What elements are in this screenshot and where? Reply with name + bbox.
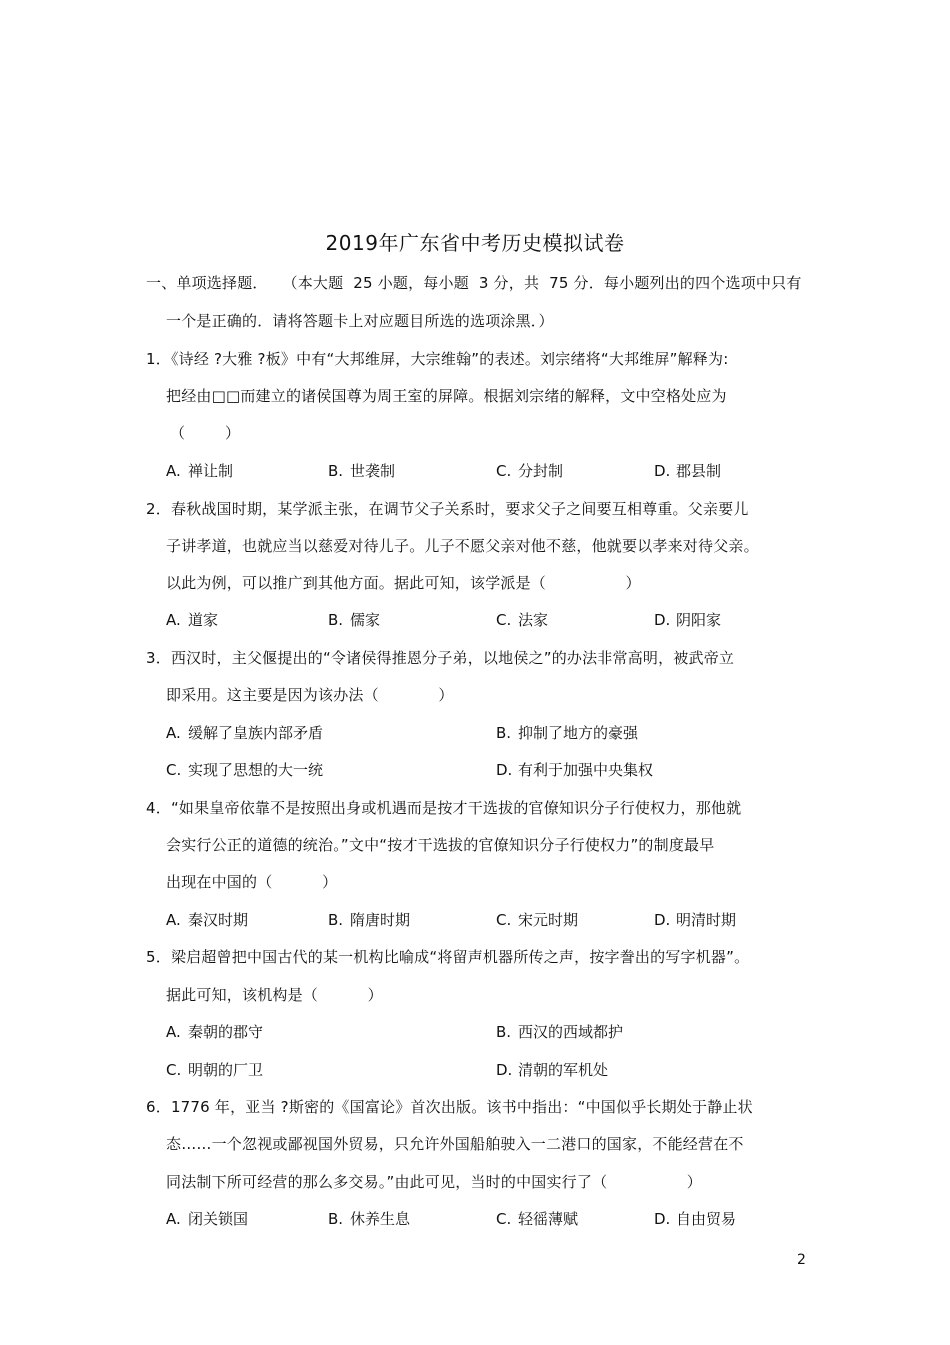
option-key: A.: [166, 724, 181, 742]
section-instruction-line2: 一个是正确的．请将答题卡上对应题目所选的选项涂黑．）: [166, 312, 554, 330]
option-c[interactable]: [496, 910, 578, 930]
option-a[interactable]: [166, 1022, 263, 1042]
option-key: D.: [654, 462, 671, 480]
question-text-line: 同法制下所可经营的那么多交易。”由此可见，当时的中国实行了（ ）: [166, 1173, 702, 1191]
option-a[interactable]: [166, 610, 218, 630]
option-a[interactable]: [166, 723, 323, 743]
question-text-line: 5．梁启超曾把中国古代的某一机构比喻成“将留声机器所传之声，按字誊出的写字机器”。: [146, 948, 750, 966]
question-text-line: 据此可知，该机构是（ ）: [166, 986, 383, 1004]
option-text: 抑制了地方的豪强: [518, 724, 639, 742]
option-key: B.: [328, 611, 344, 629]
option-text: 休养生息: [350, 1210, 411, 1228]
question-text-line: 3．西汉时，主父偃提出的“令诸侯得推恩分子弟，以地侯之”的办法非常高明，被武帝立: [146, 649, 735, 667]
option-d[interactable]: [654, 461, 721, 481]
question-text-line: 6．1776 年，亚当 ?斯密的《国富论》首次出版。该书中指出：“中国似乎长期处于静止状: [146, 1098, 753, 1116]
option-key: A.: [166, 611, 181, 629]
question-text-line: 态……一个忽视或鄙视国外贸易，只允许外国船舶驶入一二港口的国家，不能经营在不: [166, 1135, 744, 1153]
option-text: 秦汉时期: [188, 911, 249, 929]
option-c[interactable]: [496, 1209, 578, 1229]
option-key: A.: [166, 911, 181, 929]
section-instruction-line1: 一、单项选择题． （本大题 25 小题，每小题 3 分，共 75 分．每小题列出的四个选项中只有: [146, 274, 802, 292]
option-b[interactable]: [496, 1022, 623, 1042]
option-c[interactable]: [166, 1060, 263, 1080]
question-text-line: 即采用。这主要是因为该办法（ ）: [166, 686, 454, 704]
option-d[interactable]: [496, 760, 653, 780]
option-text: 隋唐时期: [350, 911, 411, 929]
option-text: 秦朝的郡守: [188, 1023, 264, 1041]
page-number: 2: [797, 1252, 806, 1268]
question-text-line: 4．“如果皇帝依靠不是按照出身或机遇而是按才干选拔的官僚知识分子行使权力，那他就: [146, 799, 742, 817]
option-text: 道家: [188, 611, 219, 629]
option-key: C.: [496, 611, 512, 629]
option-d[interactable]: [654, 610, 721, 630]
option-b[interactable]: [496, 723, 638, 743]
option-d[interactable]: [496, 1060, 608, 1080]
question-text-line: 把经由□□而建立的诸侯国尊为周王室的屏障。根据刘宗绪的解释，文中空格处应为: [166, 387, 727, 405]
option-text: 阴阳家: [676, 611, 722, 629]
option-key: A.: [166, 1023, 181, 1041]
option-b[interactable]: [328, 610, 380, 630]
question-text-line: 会实行公正的道德的统治。”文中“按才干选拔的官僚知识分子行使权力”的制度最早: [166, 836, 715, 854]
option-text: 实现了思想的大一统: [188, 761, 324, 779]
option-c[interactable]: [496, 461, 563, 481]
option-text: 明朝的厂卫: [188, 1061, 264, 1079]
option-text: 自由贸易: [676, 1210, 737, 1228]
option-key: A.: [166, 462, 181, 480]
option-c[interactable]: [166, 760, 323, 780]
option-text: 禅让制: [188, 462, 234, 480]
option-text: 清朝的军机处: [518, 1061, 609, 1079]
option-key: D.: [654, 611, 671, 629]
option-key: C.: [496, 1210, 512, 1228]
option-key: B.: [496, 1023, 512, 1041]
option-a[interactable]: [166, 461, 233, 481]
question-text-line: 2．春秋战国时期，某学派主张，在调节父子关系时，要求父子之间要互相尊重。父亲要儿: [146, 500, 749, 518]
question-text-line: 出现在中国的（ ）: [166, 873, 338, 891]
option-b[interactable]: [328, 1209, 410, 1229]
option-text: 轻徭薄赋: [518, 1210, 579, 1228]
option-key: C.: [496, 911, 512, 929]
option-key: B.: [496, 724, 512, 742]
option-key: C.: [166, 761, 182, 779]
option-text: 有利于加强中央集权: [518, 761, 654, 779]
question-text-line: 以此为例，可以推广到其他方面。据此可知，该学派是（ ）: [166, 574, 641, 592]
option-text: 世袭制: [350, 462, 396, 480]
answer-blank: （ ）: [170, 424, 241, 442]
option-text: 明清时期: [676, 911, 737, 929]
option-text: 分封制: [518, 462, 564, 480]
option-key: A.: [166, 1210, 181, 1228]
option-text: 缓解了皇族内部矛盾: [188, 724, 324, 742]
option-text: 儒家: [350, 611, 381, 629]
option-text: 西汉的西域都护: [518, 1023, 624, 1041]
page-title: 2019年广东省中考历史模拟试卷: [325, 231, 625, 255]
option-a[interactable]: [166, 910, 248, 930]
option-b[interactable]: [328, 910, 410, 930]
option-text: 闭关锁国: [188, 1210, 249, 1228]
question-text-line: 1．《诗经 ?大雅 ?板》中有“大邦维屏，大宗维翰”的表述。刘宗绪将“大邦维屏”解释为:: [146, 350, 729, 368]
option-key: B.: [328, 462, 344, 480]
option-key: D.: [496, 1061, 513, 1079]
option-key: D.: [654, 1210, 671, 1228]
option-d[interactable]: [654, 1209, 736, 1229]
option-key: C.: [166, 1061, 182, 1079]
option-key: B.: [328, 911, 344, 929]
option-key: D.: [496, 761, 513, 779]
option-key: D.: [654, 911, 671, 929]
option-d[interactable]: [654, 910, 736, 930]
option-text: 郡县制: [676, 462, 722, 480]
option-key: C.: [496, 462, 512, 480]
option-key: B.: [328, 1210, 344, 1228]
option-a[interactable]: [166, 1209, 248, 1229]
question-text-line: 子讲孝道，也就应当以慈爱对待儿子。儿子不愿父亲对他不慈，他就要以孝来对待父亲。: [166, 537, 759, 555]
option-c[interactable]: [496, 610, 548, 630]
option-text: 法家: [518, 611, 549, 629]
option-b[interactable]: [328, 461, 395, 481]
option-text: 宋元时期: [518, 911, 579, 929]
